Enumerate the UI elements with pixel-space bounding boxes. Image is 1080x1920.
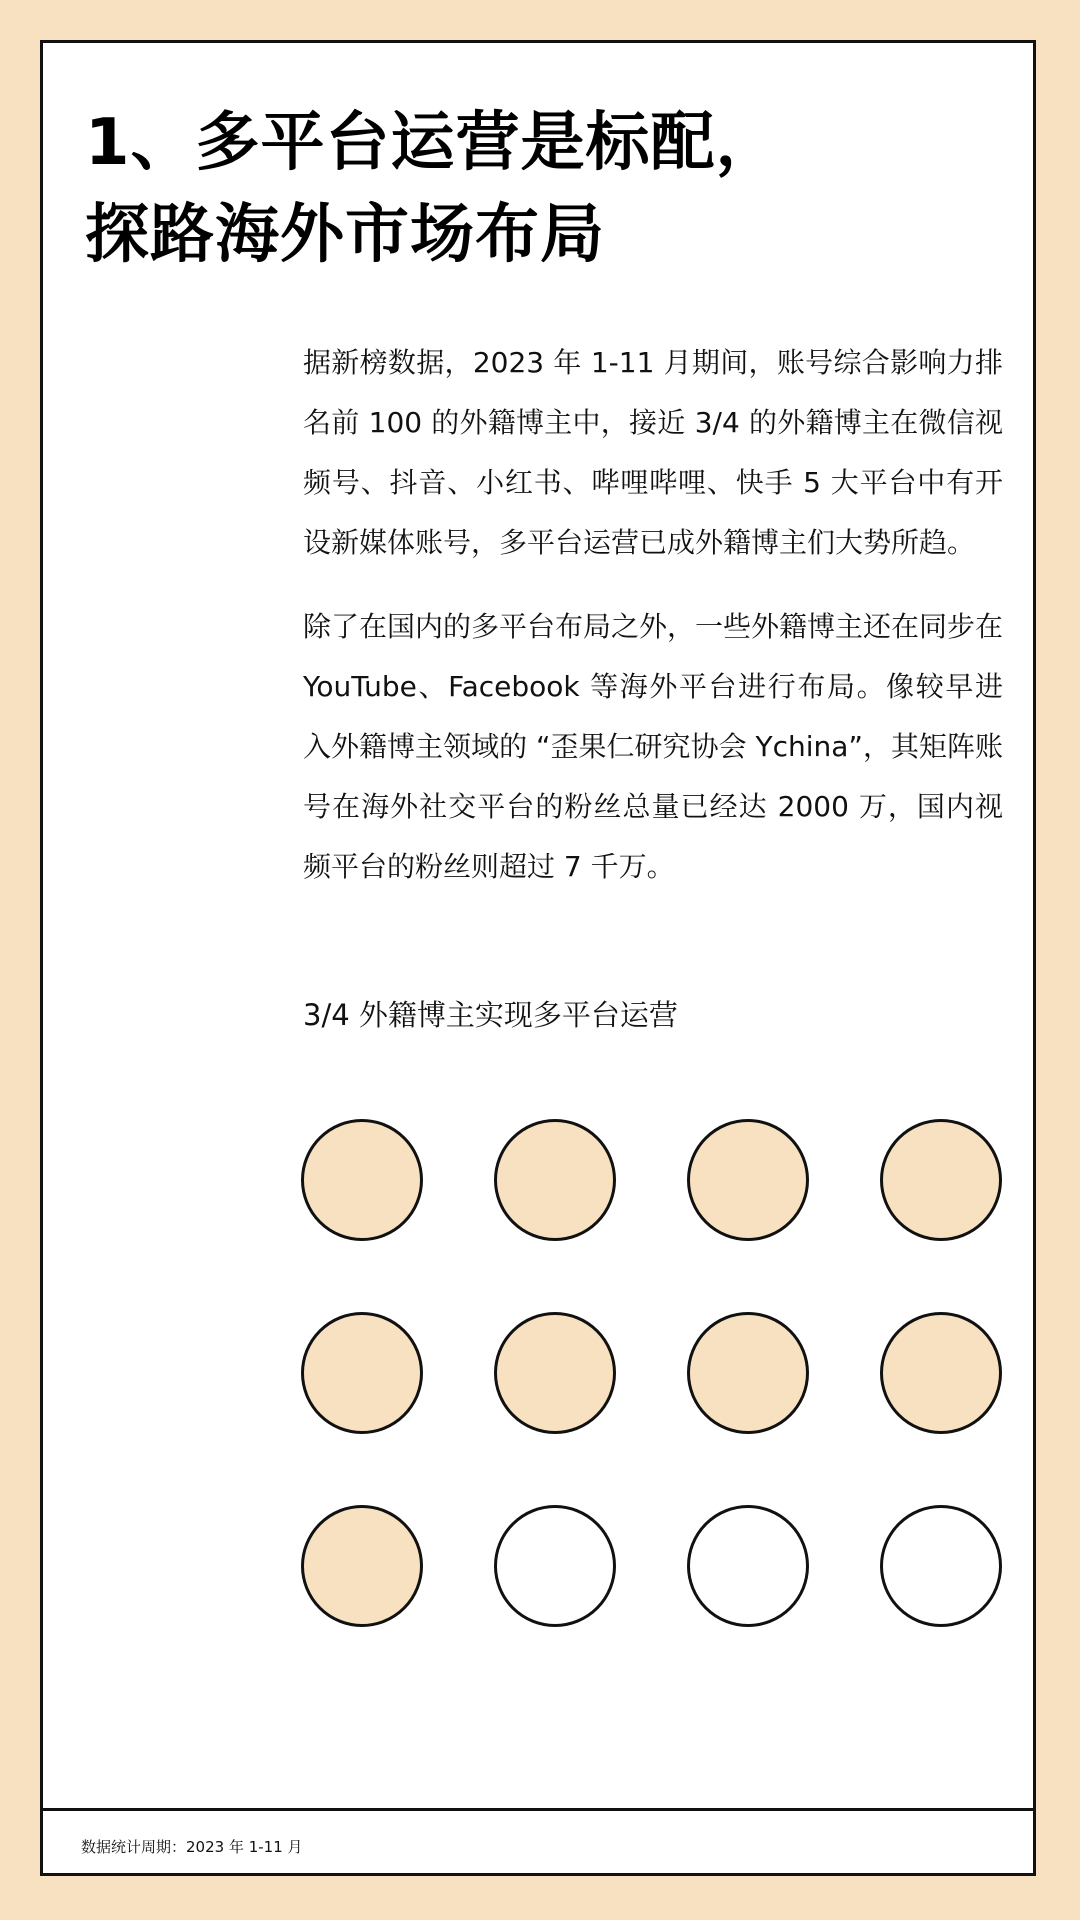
content-card	[40, 40, 1036, 1876]
footer-divider	[43, 1808, 1033, 1811]
dot-filled	[301, 1119, 423, 1241]
dot-filled	[880, 1312, 1002, 1434]
dot-filled	[687, 1119, 809, 1241]
body-text	[303, 333, 1003, 921]
pictogram-chart	[301, 1119, 1007, 1625]
paragraph-1: 据新榜数据，2023 年 1-11 月期间，账号综合影响力排名前 100 的外籍博主中，接近 3/4 的外籍博主在微信视频号、抖音、小红书、哔哩哔哩、快手 5 大平台中有开设新媒体账号，多平台运营已成外籍博主们大势所趋。	[303, 346, 1003, 559]
page-title-line-1: 1、多平台运营是标配，	[85, 106, 781, 180]
footer-note: 数据统计周期：2023 年 1-11 月	[81, 1838, 303, 1856]
page-title	[85, 97, 781, 281]
chart-title: 3/4 外籍博主实现多平台运营	[303, 998, 678, 1032]
dot-filled	[301, 1505, 423, 1627]
dot-filled	[687, 1312, 809, 1434]
page-title-line-2: 探路海外市场布局	[85, 198, 605, 272]
dot-filled	[494, 1312, 616, 1434]
dot-empty	[880, 1505, 1002, 1627]
dot-filled	[301, 1312, 423, 1434]
dot-empty	[687, 1505, 809, 1627]
dot-filled	[494, 1119, 616, 1241]
dot-empty	[494, 1505, 616, 1627]
paragraph-2: 除了在国内的多平台布局之外，一些外籍博主还在同步在 YouTube、Facebook 等海外平台进行布局。像较早进入外籍博主领域的 “歪果仁研究协会 Ychina”，其矩阵账号在海外社交平台的粉丝总量已经达 2000 万，国内视频平台的粉丝则超过 7 千万。	[303, 610, 1004, 883]
dot-filled	[880, 1119, 1002, 1241]
